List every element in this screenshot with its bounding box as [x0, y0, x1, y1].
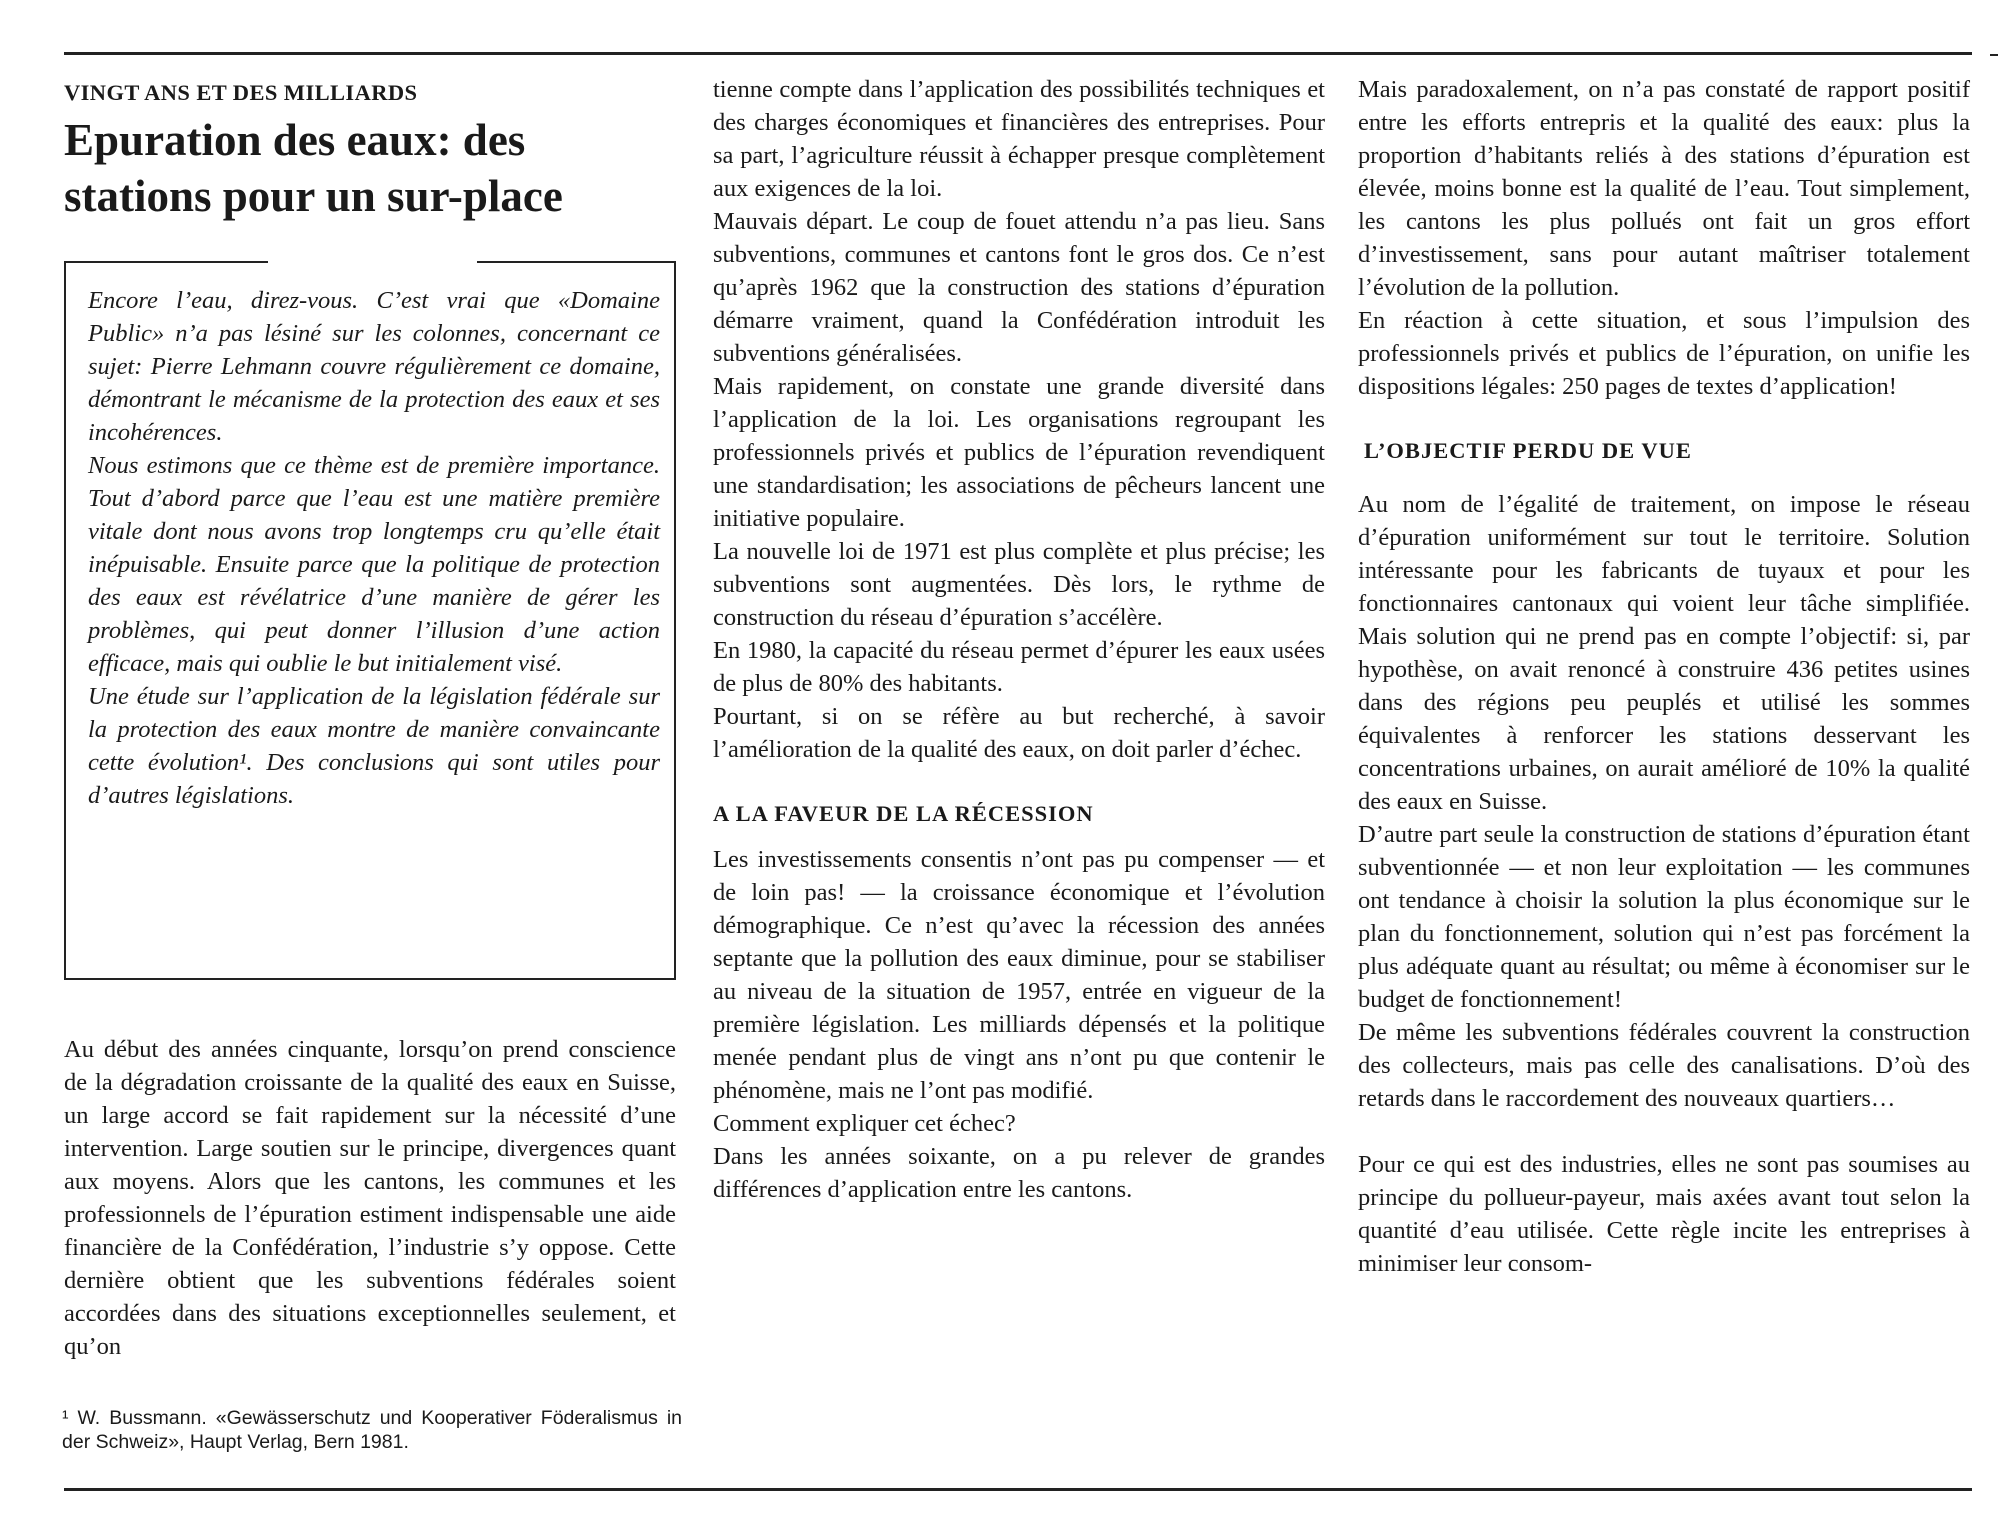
headline-line-1: Epuration des eaux: des	[64, 115, 526, 165]
intro-box	[64, 262, 676, 980]
article-headline	[64, 112, 676, 224]
column-3	[1358, 73, 1970, 1280]
headline-line-2: stations pour un sur-place	[64, 171, 563, 221]
body-paragraph: Au nom de l’égalité de traitement, on impose le réseau d’épuration uniformément sur tout le territoire. Solution intéressante pour les fabricants de tuyaux et pour les fonctionnaires cantonaux qui voient leur tâche simplifiée. Mais solution qui ne prend pas en compte l’objectif: si, par hypothèse, on avait renoncé à construire 436 petites usines dans des régions peu peuplés et utilisé les sommes équivalentes à renforcer les stations desservant les concentrations urbaines, on aurait amélioré de 10% la qualité des eaux en Suisse.	[1358, 491, 1970, 815]
body-paragraph: Mais rapidement, on constate une grande diversité dans l’application de la loi. Les organisations regroupant les professionnels privés et publics de l’épuration revendiquent une standardisation; les associations de pêcheurs lancent une initiative populaire.	[713, 373, 1325, 532]
top-rule-edge-mark	[1990, 54, 1998, 56]
body-paragraph: Les investissements consentis n’ont pas pu compenser — et de loin pas! — la croissance économique et l’évolution démographique. Ce n’est qu’avec la récession des années septante que la pollution des eaux diminue, pour se stabiliser au niveau de la situation de 1957, entrée en vigueur de la première législation. Les milliards dépensés et la politique menée pendant plus de vingt ans n’ont pu que contenir le phénomène, mais ne l’ont pas modifié.	[713, 846, 1325, 1104]
body-paragraph: Mais paradoxalement, on n’a pas constaté de rapport positif entre les efforts entrepris et la qualité des eaux: plus la proportion d’habitants reliés à des stations d’épuration est élevée, moins bonne est la qualité de l’eau. Tout simplement, les cantons les plus pollués ont fait un gros effort d’investissement, sans pour autant maîtriser totalement l’évolution de la pollution.	[1358, 76, 1970, 301]
intro-paragraph: Encore l’eau, direz-vous. C’est vrai que «Domaine Public» n’a pas lésiné sur les colonnes, concernant ce sujet: Pierre Lehmann couvre régulièrement ce domaine, démontrant le mécanisme de la protection des eaux et ses incohérences.	[88, 287, 660, 446]
body-paragraph: Mauvais départ. Le coup de fouet attendu n’a pas lieu. Sans subventions, communes et cantons font le gros dos. Ce n’est qu’après 1962 que la construction des stations d’épuration démarre vraiment, quand la Confédération introduit les subventions généralisées.	[713, 208, 1325, 367]
body-paragraph: Pour ce qui est des industries, elles ne sont pas soumises au principe du pollueur-payeur, mais axées avant tout selon la quantité d’eau utilisée. Cette règle incite les entreprises à minimiser leur consom-	[1358, 1151, 1970, 1277]
article-kicker: VINGT ANS ET DES MILLIARDS	[64, 80, 418, 105]
body-paragraph: tienne compte dans l’application des possibilités techniques et des charges économiques et financières des entreprises. Pour sa part, l’agriculture réussit à échapper presque complètement aux exigences de la loi.	[713, 76, 1325, 202]
body-paragraph: La nouvelle loi de 1971 est plus complète et plus précise; les subventions sont augmentées. Dès lors, le rythme de construction du réseau d’épuration s’accélère.	[713, 538, 1325, 631]
body-paragraph: Pourtant, si on se réfère au but recherché, à savoir l’amélioration de la qualité des eaux, on doit parler d’échec.	[713, 703, 1325, 763]
body-paragraph: En réaction à cette situation, et sous l’impulsion des professionnels privés et publics de l’épuration, on unifie les dispositions légales: 250 pages de textes d’application!	[1358, 307, 1970, 400]
footnote: ¹ W. Bussmann. «Gewässerschutz und Kooperativer Föderalismus in der Schweiz», Haupt Verlag, Bern 1981.	[62, 1407, 682, 1453]
column-2	[713, 73, 1325, 1206]
body-paragraph: Dans les années soixante, on a pu relever de grandes différences d’application entre les cantons.	[713, 1143, 1325, 1203]
body-paragraph: Comment expliquer cet échec?	[713, 1110, 1016, 1137]
section-heading: A LA FAVEUR DE LA RÉCESSION	[713, 801, 1094, 826]
intro-paragraph: Nous estimons que ce thème est de première importance. Tout d’abord parce que l’eau est une matière première vitale dont nous avons trop longtemps cru qu’elle était inépuisable. Ensuite parce que la politique de protection des eaux est révélatrice d’une manière de gérer les problèmes, qui peut donner l’illusion d’une action efficace, mais qui oublie le but initialement visé.	[88, 452, 660, 677]
article-header	[64, 80, 676, 224]
top-rule	[64, 52, 1972, 55]
column-1-body	[64, 1033, 676, 1363]
body-paragraph: Au début des années cinquante, lorsqu’on prend conscience de la dégradation croissante de la qualité des eaux en Suisse, un large accord se fait rapidement sur la nécessité d’une intervention. Large soutien sur le principe, divergences quant aux moyens. Alors que les cantons, les communes et les professionnels de l’épuration estiment indispensable une aide financière de la Confédération, l’industrie s’y oppose. Cette dernière obtient que les subventions fédérales soient accordées dans des situations exceptionnelles seulement, et qu’on	[64, 1036, 676, 1360]
section-heading: L’OBJECTIF PERDU DE VUE	[1364, 438, 1692, 463]
body-paragraph: De même les subventions fédérales couvrent la construction des collecteurs, mais pas celle des canalisations. D’où des retards dans le raccordement des nouveaux quartiers…	[1358, 1019, 1970, 1112]
body-paragraph: En 1980, la capacité du réseau permet d’épurer les eaux usées de plus de 80% des habitants.	[713, 637, 1325, 697]
bottom-rule	[64, 1488, 1972, 1491]
intro-paragraph: Une étude sur l’application de la législation fédérale sur la protection des eaux montre de manière convaincante cette évolution¹. Des conclusions qui sont utiles pour d’autres législations.	[88, 683, 660, 809]
body-paragraph: D’autre part seule la construction de stations d’épuration étant subventionnée — et non leur exploitation — les communes ont tendance à choisir la solution la plus économique sur le plan du fonctionnement, solution qui n’est pas forcément la plus adéquate quant au résultat; ou même à économiser sur le budget de fonctionnement!	[1358, 821, 1970, 1013]
